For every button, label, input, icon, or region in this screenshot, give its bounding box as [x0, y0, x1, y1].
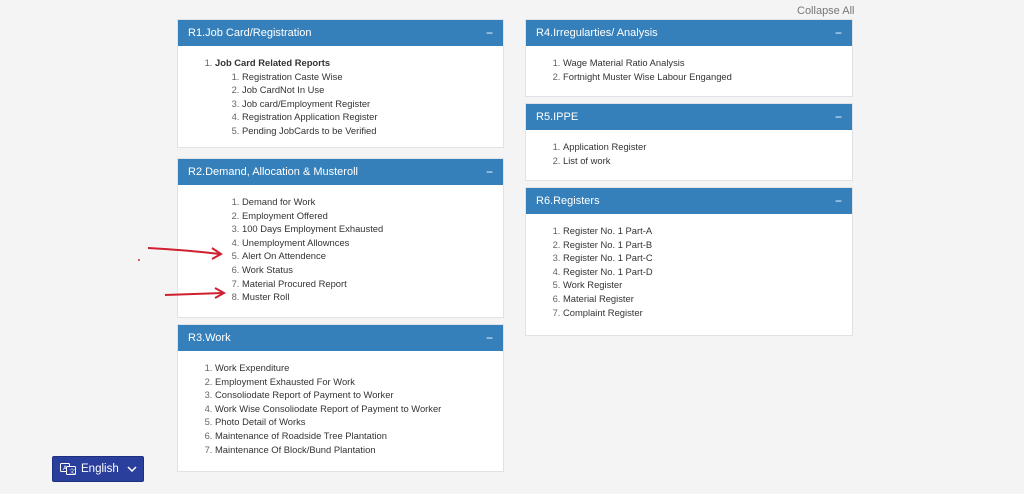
panel-r1-body [178, 46, 503, 138]
collapse-toggle-icon[interactable]: − [834, 110, 842, 124]
panel-r2-body [178, 185, 503, 304]
report-link[interactable]: 5. Pending JobCards to be Verified [242, 124, 503, 138]
collapse-toggle-icon[interactable]: − [485, 165, 493, 179]
collapse-all-link[interactable]: Collapse All [797, 5, 855, 17]
report-link[interactable]: 7. Material Procured Report [242, 277, 503, 291]
report-link[interactable]: 6. Work Status [242, 263, 503, 277]
panel-r1 [177, 19, 504, 148]
collapse-toggle-icon[interactable]: − [485, 331, 493, 345]
chevron-down-icon [127, 466, 137, 472]
report-link[interactable]: 2. Employment Offered [242, 209, 503, 223]
panel-r6-header[interactable] [526, 188, 852, 214]
panel-r3-body [178, 351, 503, 456]
annotation-arrow [163, 287, 229, 301]
report-link[interactable]: 3. Register No. 1 Part-C [563, 251, 852, 265]
panel-r3-title: R3.Work [188, 332, 231, 344]
report-link[interactable]: 1. Demand for Work [242, 195, 503, 209]
report-link[interactable]: 6. Material Register [563, 292, 852, 306]
panel-r2-title: R2.Demand, Allocation & Musteroll [188, 166, 358, 178]
report-link[interactable]: 1. Wage Material Ratio Analysis [563, 56, 852, 70]
report-link[interactable]: 4. Unemployment Allownces [242, 236, 503, 250]
annotation-dot [138, 259, 140, 261]
report-link[interactable]: 1. Register No. 1 Part-A [563, 224, 852, 238]
panel-r4-title: R4.Irregularties/ Analysis [536, 27, 658, 39]
report-link[interactable]: 2. Fortnight Muster Wise Labour Enganged [563, 70, 852, 84]
panel-r5-body [526, 130, 852, 167]
report-link[interactable]: 2. Job CardNot In Use [242, 83, 503, 97]
report-link[interactable]: 1. Application Register [563, 140, 852, 154]
report-link[interactable]: 4. Register No. 1 Part-D [563, 265, 852, 279]
report-link[interactable]: 2. Employment Exhausted For Work [215, 375, 503, 389]
report-link[interactable]: 4. Registration Application Register [242, 110, 503, 124]
report-link[interactable]: 6. Maintenance of Roadside Tree Plantation [215, 429, 503, 443]
report-link[interactable]: 7. Complaint Register [563, 306, 852, 320]
collapse-toggle-icon[interactable]: − [834, 194, 842, 208]
report-link[interactable]: 1. Registration Caste Wise [242, 70, 503, 84]
report-link[interactable]: 8. Muster Roll [242, 290, 503, 304]
language-selector-button[interactable] [52, 456, 144, 482]
svg-text:A: A [63, 465, 68, 472]
panel-r4-body [526, 46, 852, 83]
report-link[interactable]: 5. Alert On Attendence [242, 249, 503, 263]
language-label: English [81, 463, 119, 475]
report-list [526, 56, 852, 83]
translate-icon [60, 463, 76, 475]
report-list [526, 140, 852, 167]
panel-r6-title: R6.Registers [536, 195, 600, 207]
report-list [526, 224, 852, 319]
panel-r1-title: R1.Job Card/Registration [188, 27, 312, 39]
report-link[interactable]: 2. List of work [563, 154, 852, 168]
svg-text:文: 文 [69, 468, 76, 475]
report-list [215, 70, 503, 138]
collapse-toggle-icon[interactable]: − [834, 26, 842, 40]
report-group-title: Job Card Related Reports [215, 57, 331, 68]
report-link[interactable]: 3. 100 Days Employment Exhausted [242, 222, 503, 236]
report-link[interactable]: 3. Job card/Employment Register [242, 97, 503, 111]
panel-r1-header[interactable] [178, 20, 503, 46]
report-link[interactable]: 2. Register No. 1 Part-B [563, 238, 852, 252]
panel-r6 [525, 187, 853, 336]
report-list [178, 361, 503, 456]
report-group-list [178, 56, 503, 138]
panel-r3-header[interactable] [178, 325, 503, 351]
report-link[interactable]: 4. Work Wise Consoliodate Report of Payment to Worker [215, 402, 503, 416]
report-link[interactable]: 5. Work Register [563, 278, 852, 292]
report-link[interactable]: 5. Photo Detail of Works [215, 415, 503, 429]
panel-r5-title: R5.IPPE [536, 111, 579, 123]
panel-r6-body [526, 214, 852, 319]
panel-r3 [177, 324, 504, 472]
collapse-toggle-icon[interactable]: − [485, 26, 493, 40]
report-group [215, 56, 503, 138]
panel-r5-header[interactable] [526, 104, 852, 130]
panel-r5 [525, 103, 853, 181]
panel-r4-header[interactable] [526, 20, 852, 46]
panel-r4 [525, 19, 853, 97]
report-link[interactable]: 7. Maintenance Of Block/Bund Plantation [215, 443, 503, 457]
panel-r2-header[interactable] [178, 159, 503, 185]
annotation-arrow [146, 244, 226, 260]
report-link[interactable]: 1. Work Expenditure [215, 361, 503, 375]
report-link[interactable]: 3. Consoliodate Report of Payment to Worker [215, 388, 503, 402]
